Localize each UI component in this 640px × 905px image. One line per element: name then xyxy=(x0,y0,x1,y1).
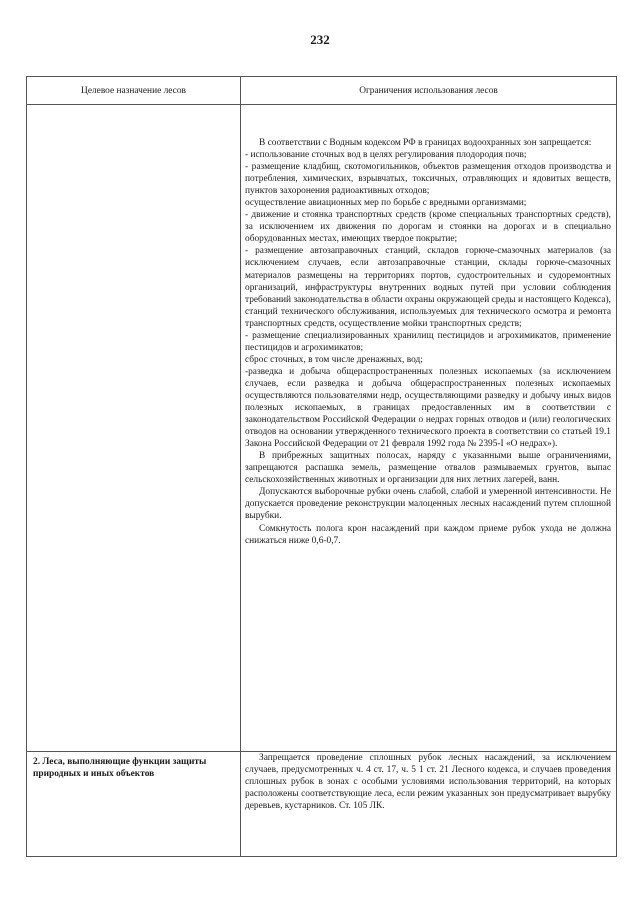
page-number: 232 xyxy=(310,32,330,47)
row1-purpose-cell xyxy=(27,105,241,752)
table-row xyxy=(27,752,617,857)
row1-restrictions-cell xyxy=(241,105,617,752)
header-forest-purpose: Целевое назначение лесов xyxy=(27,77,241,105)
row1-paragraph: - размещение кладбищ, скотомогильников, объектов размещения отходов производства и потребления, химических, взрывчатых, токсичных, отравляющих и ядовитых веществ, пунктов захоронения радиоактивных отходов; xyxy=(245,162,611,197)
row1-paragraph: В соответствии с Водным кодексом РФ в границах водоохранных зон запрещается: xyxy=(259,138,592,148)
row1-paragraph: - использование сточных вод в целях регулирования плодородия почв; xyxy=(245,150,527,161)
row1-paragraph: Допускаются выборочные рубки очень слабой, слабой и умеренной интенсивности. Не допускается проведение реконструкции малоценных лесных насаждений путем сплошной вырубки. xyxy=(245,487,611,522)
restrictions-table xyxy=(26,76,617,857)
header-usage-restrictions: Ограничения использования лесов xyxy=(241,77,617,105)
table-header-row xyxy=(27,77,617,105)
row1-paragraph: В прибрежных защитных полосах, наряду с указанными выше ограничениями, запрещаются распашка земель, размещение отвалов размываемых грунтов, выпас сельскохозяйственных животных и организации для них летних лагерей, ванн. xyxy=(245,451,611,486)
row1-paragraph: -разведка и добыча общераспространенных полезных ископаемых (за исключением случаев, если разведка и добыча общераспространенных полезных ископаемых осуществляются пользователями недр, осуществляющими разведку и добычу иных видов полезных ископаемых, в границах предоставленных им в соответствии с законодательством Российской Федерации о недрах горных отводов и (или) геологических отводов на основании утвержденного технического проекта в соответствии со статьей 19.1 Закона Российской Федерации от 21 февраля 1992 года № 2395-I «О недрах»). xyxy=(245,366,611,450)
row1-paragraph: осуществление авиационных мер по борьбе с вредными организмами; xyxy=(245,198,527,209)
row2-paragraph: Запрещается проведение сплошных рубок лесных насаждений, за исключением случаев, предусмотренных ч. 4 ст. 17, ч. 5 1 ст. 21 Лесного кодекса, и случаев проведения сплошных рубок в зонах с особыми условиями использования территорий, на которых расположены соответствующие леса, если режим указанных зон предусматривает вырубку деревьев, кустарников. Ст. 105 ЛК. xyxy=(245,753,611,812)
row1-paragraph: - движение и стоянка транспортных средств (кроме специальных транспортных средств), за исключением их движения по дорогам и стоянки на дорогах и в специально оборудованных местах, имеющих твердое покрытие; xyxy=(245,210,611,245)
row1-paragraph: Сомкнутость полога крон насаждений при каждом приеме рубок ухода не должна снижаться ниже 0,6-0,7. xyxy=(245,523,611,546)
row2-purpose-cell: 2. Леса, выполняющие функции защиты природных и иных объектов xyxy=(27,752,241,857)
row1-paragraph: сброс сточных, в том числе дренажных, вод; xyxy=(245,354,423,365)
row1-paragraph: - размещение автозаправочных станций, складов горюче-смазочных материалов (за исключением случаев, если автозаправочные станции, склады горюче-смазочных материалов размещены на территориях портов, судостроительных и судоремонтных организаций, инфраструктуры внутренних водных путей при условии соблюдения требований законодательства в области охраны окружающей среды и настоящего Кодекса), станций технического обслуживания, используемых для технического осмотра и ремонта транспортных средств, осуществление мойки транспортных средств; xyxy=(245,246,611,329)
table-row xyxy=(27,105,617,752)
row1-paragraph: - размещение специализированных хранилищ пестицидов и агрохимикатов, применение пестицидов и агрохимикатов; xyxy=(245,330,611,353)
row2-restrictions-cell xyxy=(241,752,617,857)
